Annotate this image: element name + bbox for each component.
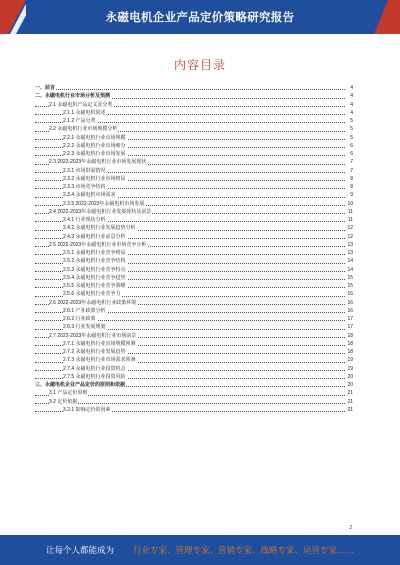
toc-entry-page: 13 — [347, 250, 353, 256]
toc-entry-label: 2.6.3 行业发展规划 — [63, 324, 106, 331]
toc-entry-page: 8 — [350, 175, 353, 182]
toc-entry-page: 17 — [347, 324, 353, 331]
toc-entry-label: 2.5.5 永磁电机行业竞争策略 — [63, 283, 126, 289]
toc-entry-page: 14 — [347, 258, 353, 265]
toc-entry-label: 2.5.2 永磁电机行业竞争结构 — [63, 258, 126, 265]
toc-entry[interactable] — [35, 167, 353, 175]
toc-entry-label: 2.3.5 2022-2023年永磁电机市场发展 — [63, 200, 145, 207]
toc-entry[interactable] — [35, 142, 353, 150]
toc-entry-label: 2.1.2 产品分类 — [63, 118, 96, 124]
toc-entry-label: 2.5.3 永磁电机行业竞争特点 — [63, 266, 126, 273]
toc-entry-page: 8 — [350, 184, 353, 190]
toc-entry-label: 2.3.2 永磁电机行业市场格局 — [63, 175, 126, 182]
toc-entry[interactable] — [35, 175, 353, 183]
toc-entry[interactable] — [35, 233, 353, 241]
toc-entry-label: 2.4 2022-2023年永磁电机行业发展现状及前景 — [49, 208, 152, 215]
toc-entry[interactable] — [35, 158, 353, 166]
toc-entry-label: 三、永磁电机企业产品定价的原则和依据 — [35, 382, 126, 388]
toc-entry-page: 18 — [347, 332, 353, 339]
document-title: 永磁电机企业产品定价策略研究报告 — [105, 12, 295, 24]
toc-entry-label: 2.4.3 永磁电机行业前景分析 — [63, 233, 126, 240]
toc-entry-page: 10 — [347, 200, 353, 207]
toc-entry[interactable] — [35, 332, 353, 340]
toc-entry[interactable] — [35, 266, 353, 274]
toc-entry[interactable] — [35, 109, 353, 117]
toc-entry-label: 2.3.1 市场供需情况 — [63, 167, 106, 174]
toc-entry-page: 14 — [347, 266, 353, 273]
toc-entry-label: 2.4.1 行业现状分析 — [63, 217, 106, 223]
page-header — [0, 0, 400, 34]
toc-entry-page: 18 — [347, 349, 353, 355]
toc-entry-label: 2.6.1 产业政策分析 — [63, 307, 106, 314]
toc-entry[interactable] — [35, 381, 353, 389]
toc-entry-label: 2.7 2022-2023年永磁电机行业市场前景 — [49, 332, 137, 339]
toc-entry-label: 2.3.4 永磁电机市场需求 — [63, 192, 116, 199]
toc-entry[interactable] — [35, 299, 353, 307]
toc-entry-page: 21 — [347, 390, 353, 397]
toc-entry-label: 2.7.2 永磁电机行业发展趋势 — [63, 349, 126, 355]
toc-entry-page: 20 — [347, 382, 353, 388]
toc-entry-page: 11 — [347, 217, 353, 223]
toc-entry-page: 19 — [347, 357, 353, 364]
toc-entry-page: 5 — [350, 118, 353, 124]
toc-entry-page: 4 — [350, 85, 353, 91]
toc-entry[interactable] — [35, 365, 353, 373]
toc-entry-page: 5 — [350, 126, 353, 133]
toc-entry[interactable] — [35, 134, 353, 142]
header-right-decoration — [374, 0, 400, 34]
toc-entry-page: 4 — [350, 93, 353, 100]
page-footer — [0, 535, 400, 565]
toc-leader-dots — [35, 89, 345, 90]
toc-entry-label: 2.2.1 永磁电机行业市场规模 — [63, 134, 126, 141]
toc-entry[interactable] — [35, 191, 353, 199]
toc-entry[interactable] — [35, 208, 353, 216]
toc-entry[interactable] — [35, 282, 353, 290]
toc-entry[interactable] — [35, 117, 353, 125]
toc-entry[interactable] — [35, 373, 353, 381]
toc-entry[interactable] — [35, 241, 353, 249]
toc-entry-label: 2.5.1 永磁电机行业竞争格局 — [63, 250, 126, 256]
toc-entry-page: 5 — [350, 134, 353, 141]
toc-entry-label: 2.7.1 永磁电机行业市场规模预测 — [63, 340, 136, 347]
toc-entry[interactable] — [35, 84, 353, 92]
toc-entry-page: 6 — [350, 142, 353, 149]
table-of-contents — [35, 84, 353, 414]
toc-heading: 内容目录 — [173, 58, 226, 72]
toc-entry[interactable] — [35, 200, 353, 208]
toc-entry-page: 16 — [347, 307, 353, 314]
toc-entry-label: 2.2.2 永磁电机行业市场细分 — [63, 142, 126, 149]
toc-entry[interactable] — [35, 249, 353, 257]
toc-entry-label: 2.3 2022-2023年永磁电机行业市场发展现状 — [49, 159, 147, 166]
toc-entry-page: 6 — [350, 151, 353, 157]
toc-entry-label: 3.2.1 影响定价的因素 — [63, 406, 111, 413]
toc-entry[interactable] — [35, 125, 353, 133]
toc-entry[interactable] — [35, 406, 353, 414]
toc-leader-dots — [35, 403, 345, 404]
toc-entry[interactable] — [35, 150, 353, 158]
toc-entry[interactable] — [35, 398, 353, 406]
toc-entry-label: 二、永磁电机行业市场分析及预测 — [35, 93, 111, 100]
toc-entry-page: 13 — [347, 241, 353, 248]
toc-entry-page: 12 — [347, 225, 353, 232]
toc-entry-label: 3.1 产品定价原则 — [49, 390, 88, 397]
toc-entry-label: 2.5.6 永磁电机行业竞争力 — [63, 291, 121, 298]
footer-slogan-roles: 行业专家、管理专家、营销专家、战略专家、运营专家…… — [133, 545, 355, 555]
toc-entry-label: 2.4.2 永磁电机行业发展趋势分析 — [63, 225, 136, 232]
toc-entry-label: 2.5.4 永磁电机行业竞争趋势 — [63, 274, 126, 281]
toc-entry[interactable] — [35, 315, 353, 323]
toc-entry[interactable] — [35, 183, 353, 191]
toc-entry-page: 21 — [347, 406, 353, 413]
toc-entry-label: 3.2 定价依据 — [49, 398, 78, 405]
footer-slogan: 让每个人都能成为 — [46, 545, 115, 555]
toc-entry-page: 11 — [347, 208, 353, 215]
toc-entry-label: 2.1.1 永磁电机简述 — [63, 109, 106, 116]
toc-entry[interactable] — [35, 290, 353, 298]
toc-entry[interactable] — [35, 257, 353, 265]
toc-entry-page: 17 — [347, 316, 353, 322]
toc-entry-page: 4 — [350, 101, 353, 108]
toc-entry-label: 一、前言 — [35, 85, 56, 91]
toc-entry-page: 15 — [347, 274, 353, 281]
toc-entry-page: 9 — [350, 192, 353, 199]
toc-entry-label: 2.6 2022-2023年永磁电机行业政策环境 — [49, 299, 137, 306]
toc-entry-label: 2.7.4 永磁电机行业投资机会 — [63, 365, 126, 372]
toc-entry-page: 7 — [350, 167, 353, 174]
toc-entry-page: 16 — [347, 299, 353, 306]
toc-entry-label: 2.1 永磁电机产品定义及分类 — [49, 101, 113, 108]
toc-entry-page: 15 — [347, 283, 353, 289]
toc-entry-page: 21 — [347, 398, 353, 405]
toc-entry[interactable] — [35, 216, 353, 224]
toc-entry-page: 7 — [350, 159, 353, 166]
toc-entry[interactable] — [35, 224, 353, 232]
toc-entry-page: 16 — [347, 291, 353, 298]
toc-entry[interactable] — [35, 92, 353, 100]
toc-entry-page: 20 — [347, 373, 353, 380]
toc-entry[interactable] — [35, 356, 353, 364]
toc-entry-page: 18 — [347, 340, 353, 347]
toc-entry[interactable] — [35, 274, 353, 282]
toc-entry-label: 2.7.5 永磁电机行业投资风险 — [63, 373, 126, 380]
page-number: 2 — [349, 525, 352, 531]
toc-entry[interactable] — [35, 340, 353, 348]
toc-entry-label: 2.6.2 行业政策 — [63, 316, 96, 322]
toc-entry[interactable] — [35, 389, 353, 397]
toc-entry-label: 2.2 永磁电机行业市场规模分析 — [49, 126, 118, 133]
toc-entry[interactable] — [35, 348, 353, 356]
toc-entry-page: 12 — [347, 233, 353, 240]
toc-entry-label: 2.5 2022-2023年永磁电机行业市场竞争分析 — [49, 241, 147, 248]
toc-entry-label: 2.2.3 永磁电机行业市场发展 — [63, 151, 126, 157]
toc-entry[interactable] — [35, 307, 353, 315]
toc-entry[interactable] — [35, 101, 353, 109]
toc-entry-page: 4 — [350, 109, 353, 116]
toc-entry[interactable] — [35, 323, 353, 331]
toc-entry-label: 2.7.3 永磁电机行业市场需求预测 — [63, 357, 136, 364]
toc-entry-label: 2.3.3 市场竞争结构 — [63, 184, 106, 190]
toc-entry-page: 19 — [347, 365, 353, 372]
